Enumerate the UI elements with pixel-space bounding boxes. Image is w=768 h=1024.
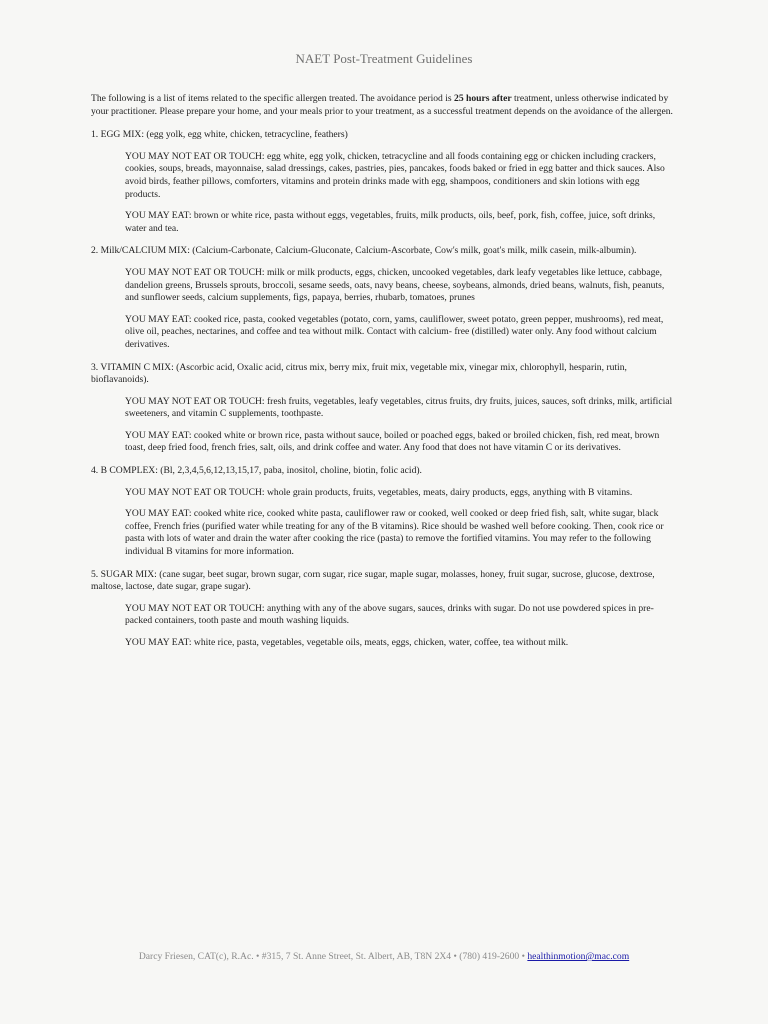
sugar-mix-heading: 5. SUGAR MIX: (cane sugar, beet sugar, brown sugar, corn sugar, rice sugar, maple sugar, molasses, honey, fruit sugar, sucrose, glucose, dextrose, maltose, lactose, date sugar, grape sugar).	[91, 568, 655, 593]
egg-mix-may-eat: YOU MAY EAT: brown or white rice, pasta without eggs, vegetables, fruits, milk products, oils, beef, pork, fish, coffee, juice, soft drinks, water and tea.	[125, 210, 656, 234]
calcium-mix-may-eat: YOU MAY EAT: cooked rice, pasta, cooked vegetables (potato, corn, yams, cauliflower, sweet potato, green pepper, mushrooms), red meat, olive oil, peaches, nectarines, and coffee and tea without milk. Contact with calcium- free (distilled) water only. Any food without calcium derivatives.	[125, 313, 664, 350]
vitamin-c-heading: 3. VITAMIN C MIX: (Ascorbic acid, Oxalic acid, citrus mix, berry mix, fruit mix, vegetable mix, vinegar mix, chlorophyll, hesparin, rutin, bioflavanoids).	[91, 361, 627, 386]
footer-contact-text: Darcy Friesen, CAT(c), R.Ac. • #315, 7 St. Anne Street, St. Albert, AB, T8N 2X4 • (780) 419-2600 •	[138, 951, 528, 962]
b-complex-not-eat: YOU MAY NOT EAT OR TOUCH: whole grain products, fruits, vegetables, meats, dairy products, eggs, anything with B vitamins.	[125, 486, 633, 498]
intro-text-after: treatment, unless otherwise indicated by your practitioner. Please prepare your home, and your meals prior to your treatment, as a successful treatment depends on the avoidance of the allergen.	[91, 93, 673, 117]
vitamin-c-may-eat: YOU MAY EAT: cooked white or brown rice, pasta without sauce, boiled or poached eggs, baked or broiled chicken, fish, red meat, brown toast, deep fried food, french fries, salt, oils, and drink coffee and water. Any food that does not have vitamin C or its derivatives.	[125, 429, 660, 454]
b-complex-may-eat: YOU MAY EAT: cooked white rice, cooked white pasta, cauliflower raw or cooked, well cooked or deep fried fish, salt, white sugar, black coffee, French fries (purified water while treating for any of the B vitamins). Rice should be washed well before cooking. Then, cook rice or pasta with lots of water and drain the water after cooking the rice (pasta) to remove the fortified vitamins. You may refer to the following individual B vitamins for more information.	[125, 508, 664, 558]
sugar-mix-may-eat: YOU MAY EAT: white rice, pasta, vegetables, vegetable oils, meats, eggs, chicken, water, coffee, tea without milk.	[125, 637, 569, 648]
egg-mix-heading: 1. EGG MIX: (egg yolk, egg white, chicken, tetracycline, feathers)	[91, 129, 348, 141]
guidelines-content	[91, 93, 673, 660]
page-footer	[0, 951, 768, 962]
sugar-mix-not-eat: YOU MAY NOT EAT OR TOUCH: anything with any of the above sugars, sauces, drinks with sugar. Do not use powdered spices in pre-packed containers, tooth paste and mouth washing liquids.	[125, 602, 654, 627]
page-title: NAET Post-Treatment Guidelines	[295, 51, 473, 66]
calcium-mix-heading: 2. Milk/CALCIUM MIX: (Calcium-Carbonate, Calcium-Gluconate, Calcium-Ascorbate, Cow's milk, goat's milk, milk casein, milk-albumin).	[91, 245, 637, 257]
intro-bold-period: 25 hours after	[454, 93, 512, 104]
footer-email-link[interactable]: healthinmotion@mac.com	[527, 951, 630, 962]
b-complex-heading: 4. B COMPLEX: (Bl, 2,3,4,5,6,12,13,15,17, paba, inositol, choline, biotin, folic acid).	[91, 465, 422, 477]
intro-text-before: The following is a list of items related to the specific allergen treated. The avoidance period is	[91, 93, 455, 104]
intro-paragraph	[91, 93, 673, 118]
egg-mix-not-eat: YOU MAY NOT EAT OR TOUCH: egg white, egg yolk, chicken, tetracycline and all foods containing egg or chicken including crackers, cookies, soups, breads, mayonnaise, salad dressings, cakes, pastries, pies, pancakes, foods baked or fried in egg batter and thick sauces. Also avoid birds, feather pillows, comforters, vitamins and protein drinks made with egg, shampoos, conditioners and skin lotions with egg products.	[125, 150, 665, 200]
vitamin-c-not-eat: YOU MAY NOT EAT OR TOUCH: fresh fruits, vegetables, leafy vegetables, citrus fruits, dry fruits, juices, sauces, soft drinks, milk, artificial sweeteners, and vitamin C supplements, toothpaste.	[125, 395, 673, 420]
calcium-mix-not-eat: YOU MAY NOT EAT OR TOUCH: milk or milk products, eggs, chicken, uncooked vegetables, dark leafy vegetables like lettuce, cabbage, dandelion greens, Brussels sprouts, broccoli, sesame seeds, oats, navy beans, cheese, soybeans, almonds, dried beans, walnuts, fish, peanuts, and sunflower seeds, calcium supplements, figs, papaya, berries, rhubarb, tomatoes, prunes	[125, 266, 665, 304]
